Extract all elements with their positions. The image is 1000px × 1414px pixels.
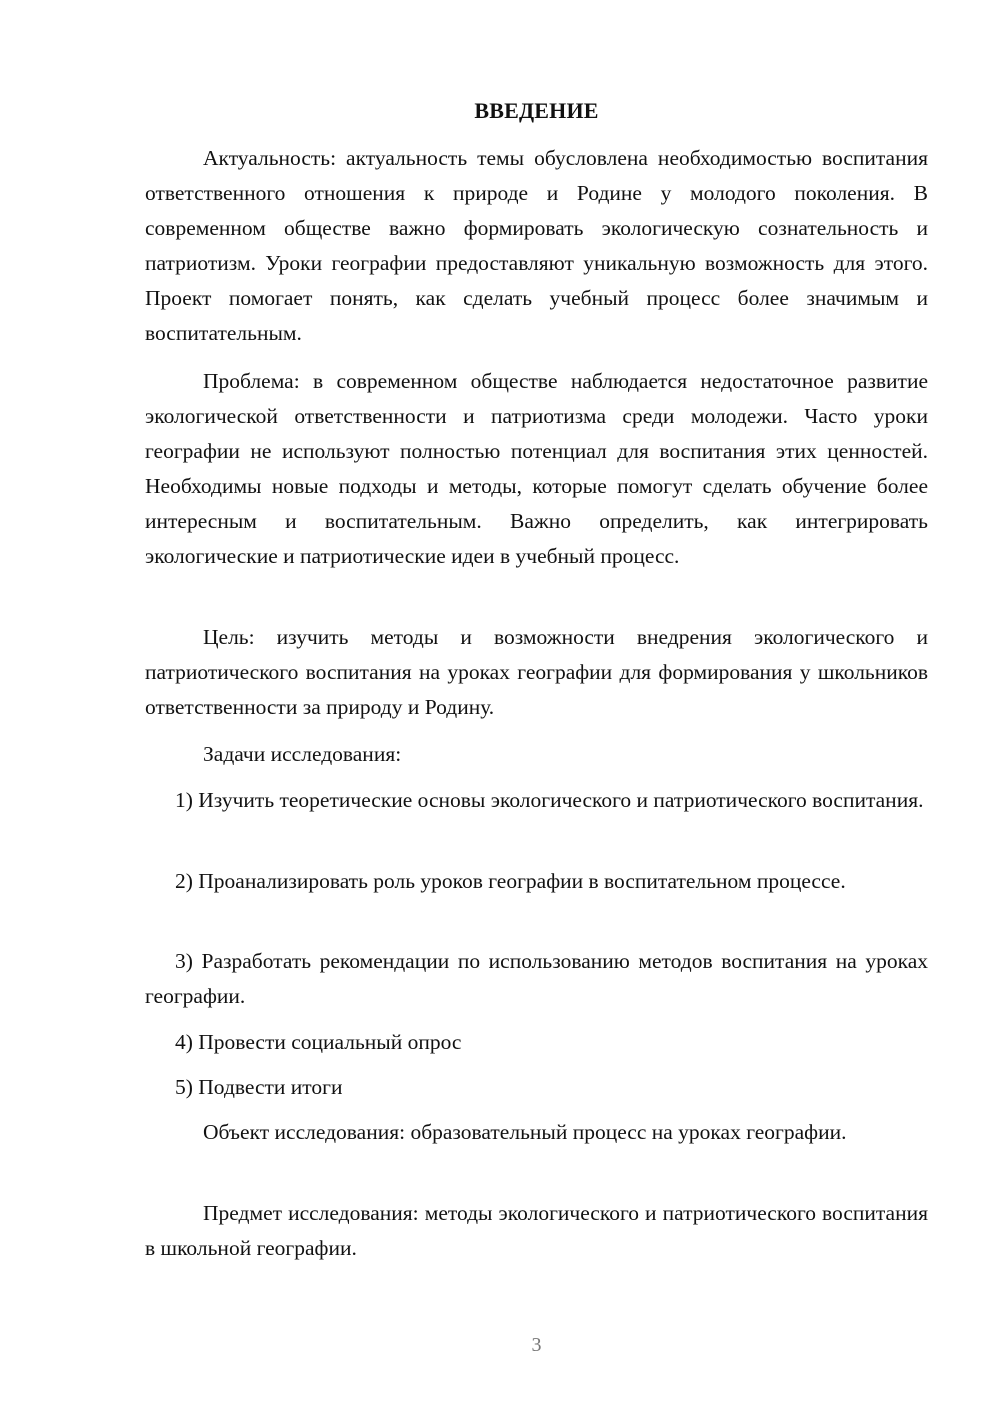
task-item-1: 1) Изучить теоретические основы экологического и патриотического воспитания. xyxy=(175,788,924,812)
document-page xyxy=(145,0,928,1414)
goal-paragraph: Цель: изучить методы и возможности внедрения экологического и патриотического воспитания на уроках географии для формирования у школьников ответственности за природу и Родину. xyxy=(145,625,928,719)
task-item-4: 4) Провести социальный опрос xyxy=(175,1030,462,1054)
section-title: ВВЕДЕНИЕ xyxy=(474,98,599,123)
page-number: 3 xyxy=(531,1334,542,1356)
problem-paragraph: Проблема: в современном обществе наблюдается недостаточное развитие экологической ответственности и патриотизма среди молодежи. Часто уроки географии не используют полностью потенциал для воспитания этих ценностей. Необходимы новые подходы и методы, которые помогут сделать обучение более интересным и воспитательным. Важно определить, как интегрировать экологические и патриотические идеи в учебный процесс. xyxy=(145,369,928,568)
object-paragraph: Объект исследования: образовательный процесс на уроках географии. xyxy=(203,1120,847,1144)
task-item-5: 5) Подвести итоги xyxy=(175,1075,343,1099)
tasks-heading: Задачи исследования: xyxy=(203,742,402,766)
task-item-2: 2) Проанализировать роль уроков географии в воспитательном процессе. xyxy=(175,869,846,893)
relevance-paragraph: Актуальность: актуальность темы обусловлена необходимостью воспитания ответственного отношения к природе и Родине у молодого поколения. В современном обществе важно формировать экологическую сознательность и патриотизм. Уроки географии предоставляют уникальную возможность для этого. Проект помогает понять, как сделать учебный процесс более значимым и воспитательным. xyxy=(145,146,928,345)
subject-paragraph: Предмет исследования: методы экологического и патриотического воспитания в школьной географии. xyxy=(145,1201,928,1260)
task-item-3: 3) Разработать рекомендации по использованию методов воспитания на уроках географии. xyxy=(145,949,928,1008)
